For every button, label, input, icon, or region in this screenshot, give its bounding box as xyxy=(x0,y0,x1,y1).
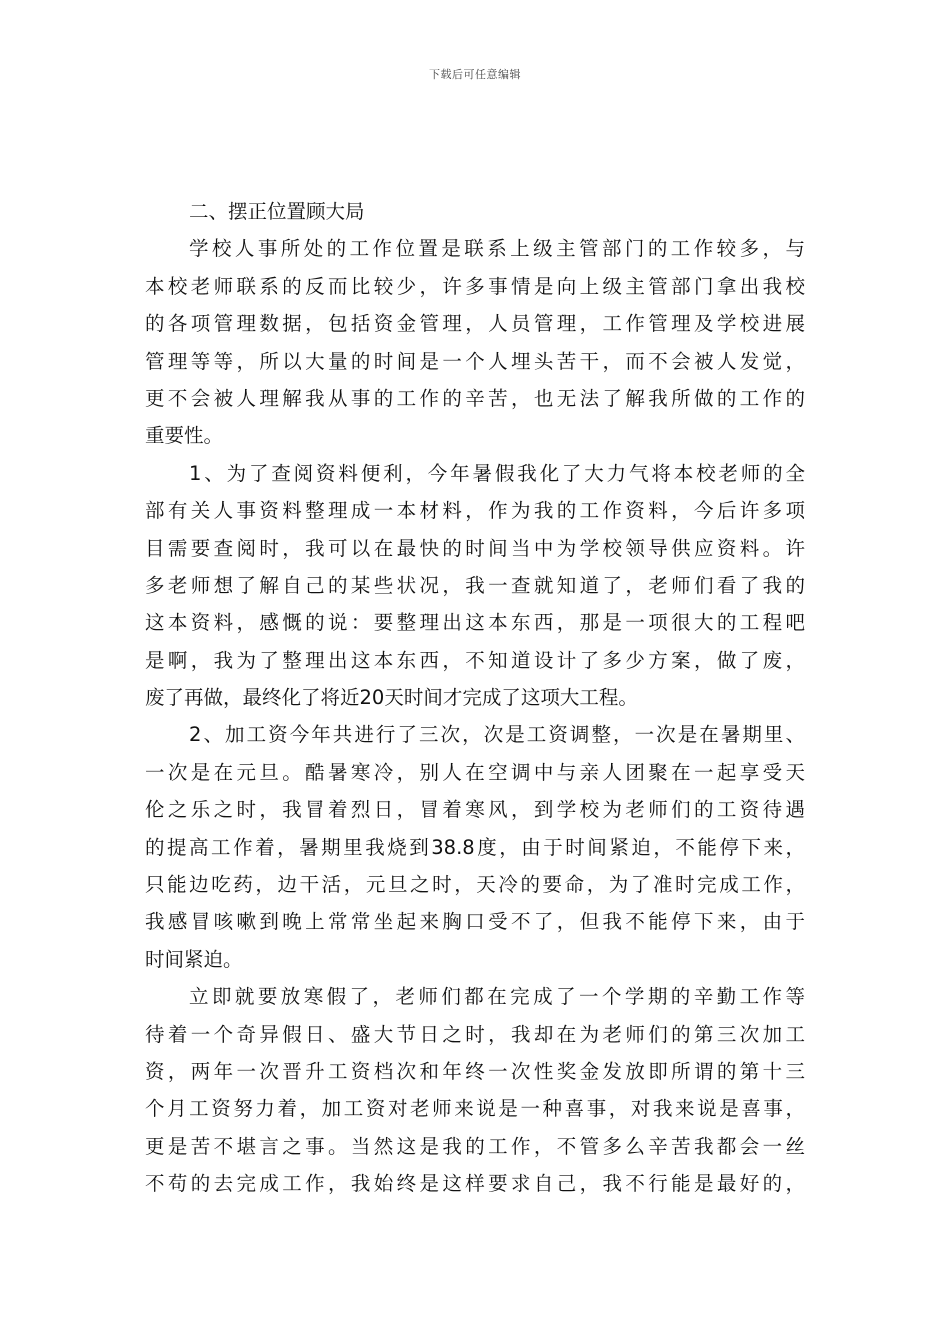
paragraph-line: 我感冒咳嗽到晚上常常坐起来胸口受不了，但我不能停下来，由于 xyxy=(145,910,805,934)
paragraph-line: 的提高工作着，暑期里我烧到38.8度，由于时间紧迫，不能停下来， xyxy=(145,835,805,859)
section-title: 二、摆正位置顾大局 xyxy=(189,200,365,223)
paragraph-line: 2、加工资今年共进行了三次，次是工资调整，一次是在暑期里、 xyxy=(189,723,805,747)
paragraph-line: 学校人事所处的工作位置是联系上级主管部门的工作较多，与 xyxy=(189,237,805,261)
paragraph-line: 部有关人事资料整理成一本材料，作为我的工作资料，今后许多项 xyxy=(145,499,805,523)
paragraph-line: 时间紧迫。 xyxy=(145,947,243,971)
paragraph-line: 立即就要放寒假了，老师们都在完成了一个学期的辛勤工作等 xyxy=(189,985,805,1009)
paragraph-3 xyxy=(145,716,805,978)
paragraph-line: 更不会被人理解我从事的工作的辛苦，也无法了解我所做的工作的 xyxy=(145,386,805,410)
page-header: 下载后可任意编辑 xyxy=(429,68,521,81)
document-body xyxy=(145,193,805,1203)
paragraph-line: 管理等等，所以大量的时间是一个人埋头苦干，而不会被人发觉， xyxy=(145,349,805,373)
paragraph-line: 1、为了查阅资料便利，今年暑假我化了大力气将本校老师的全 xyxy=(189,461,805,485)
paragraph-line: 重要性。 xyxy=(145,424,224,448)
paragraph-line: 废了再做，最终化了将近20天时间才完成了这项大工程。 xyxy=(145,686,638,710)
paragraph-2 xyxy=(145,455,805,717)
paragraph-line: 一次是在元旦。酷暑寒冷，别人在空调中与亲人团聚在一起享受天 xyxy=(145,760,805,784)
paragraph-line: 是啊，我为了整理出这本东西，不知道设计了多少方案，做了废， xyxy=(145,648,805,672)
paragraph-line: 个月工资努力着，加工资对老师来说是一种喜事，对我来说是喜事， xyxy=(145,1097,805,1121)
paragraph-line: 不苟的去完成工作，我始终是这样要求自己，我不行能是最好的， xyxy=(145,1172,805,1196)
paragraph-1 xyxy=(145,230,805,454)
paragraph-line: 的各项管理数据，包括资金管理，人员管理，工作管理及学校进展 xyxy=(145,312,805,336)
paragraph-line: 多老师想了解自己的某些状况，我一查就知道了，老师们看了我的 xyxy=(145,573,805,597)
paragraph-line: 本校老师联系的反而比较少，许多事情是向上级主管部门拿出我校 xyxy=(145,274,805,298)
paragraph-4 xyxy=(145,978,805,1202)
paragraph-line: 资，两年一次晋升工资档次和年终一次性奖金发放即所谓的第十三 xyxy=(145,1059,805,1083)
paragraph-line: 这本资料，感慨的说：要整理出这本东西，那是一项很大的工程吧 xyxy=(145,611,805,635)
paragraph-line: 伦之乐之时，我冒着烈日，冒着寒风，到学校为老师们的工资待遇 xyxy=(145,798,805,822)
paragraph-line: 待着一个奇异假日、盛大节日之时，我却在为老师们的第三次加工 xyxy=(145,1022,805,1046)
paragraph-line: 更是苦不堪言之事。当然这是我的工作，不管多么辛苦我都会一丝 xyxy=(145,1134,805,1158)
paragraph-line: 目需要查阅时，我可以在最快的时间当中为学校领导供应资料。许 xyxy=(145,536,805,560)
paragraph-line: 只能边吃药，边干活，元旦之时，天冷的要命，为了准时完成工作， xyxy=(145,873,805,897)
